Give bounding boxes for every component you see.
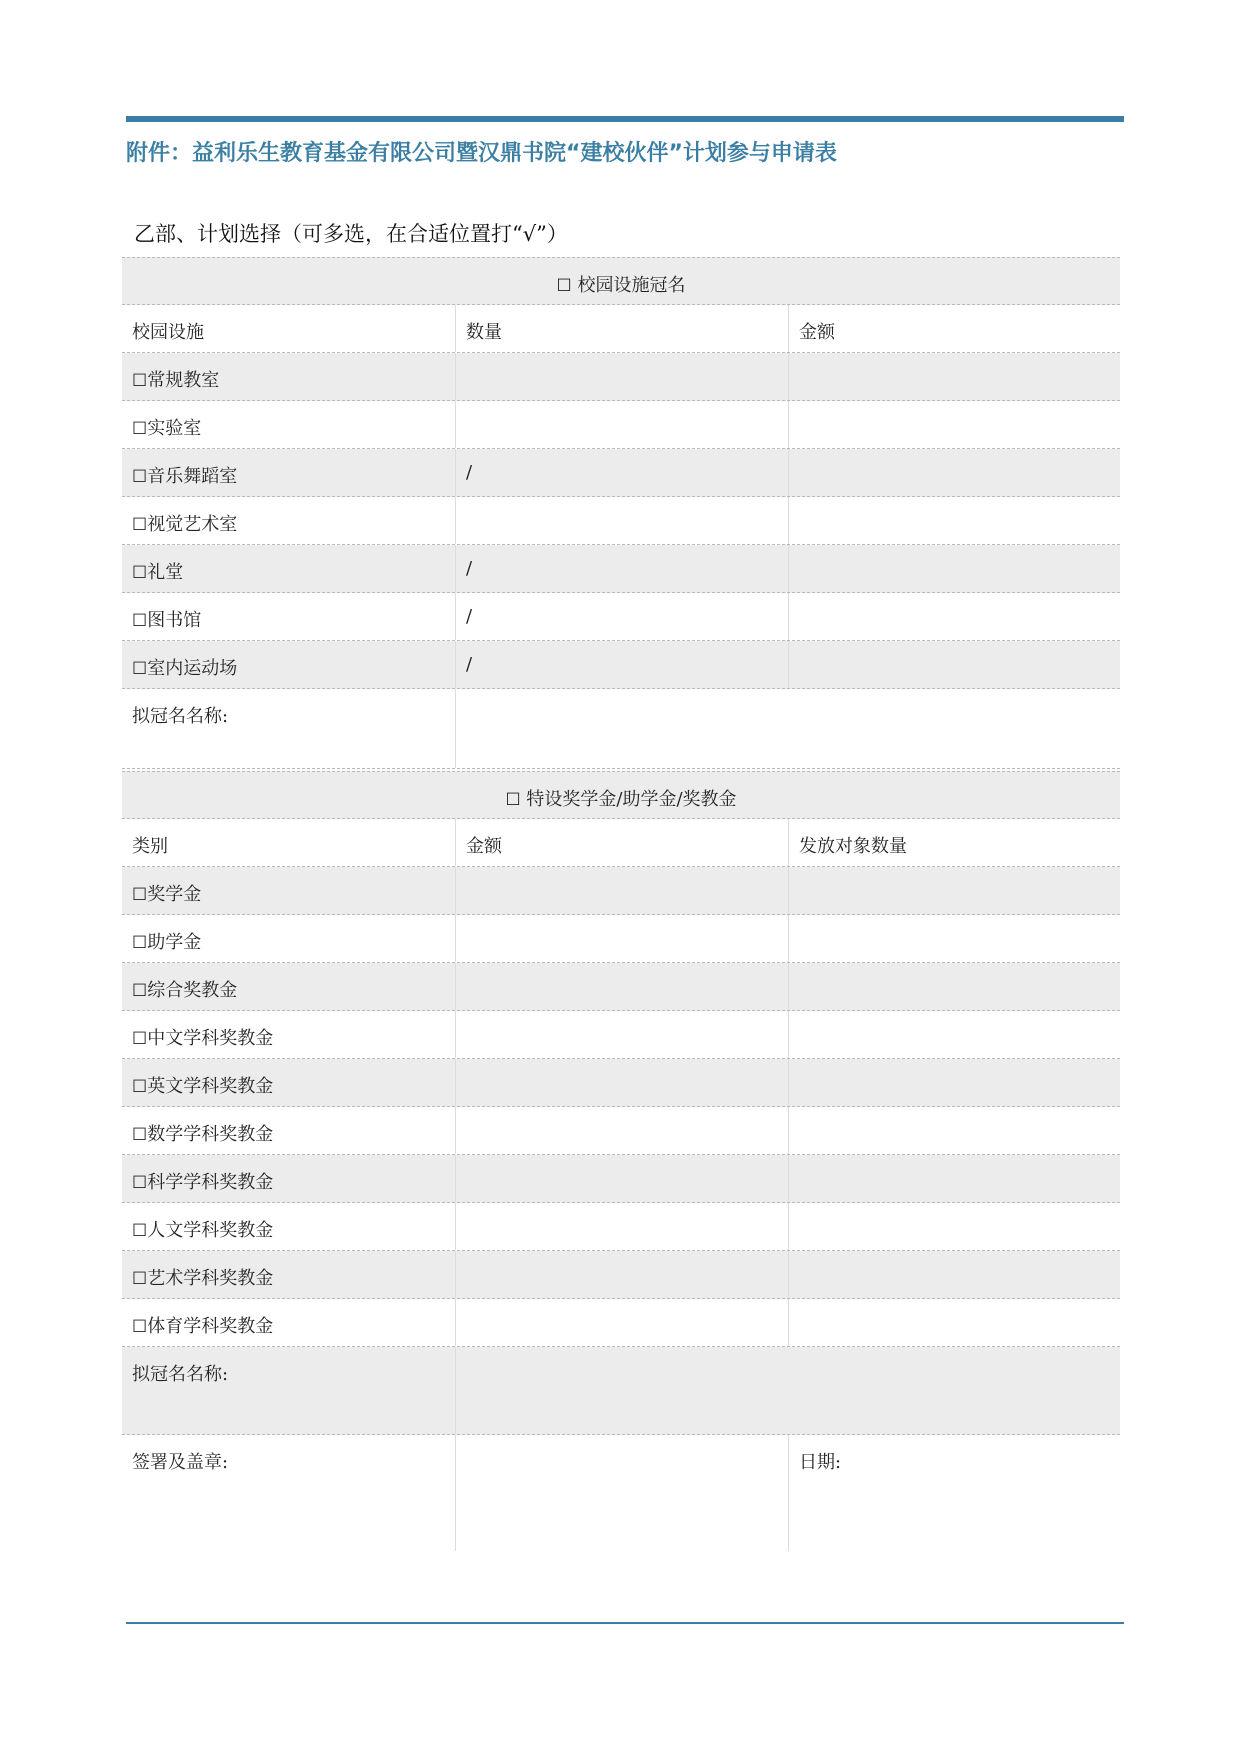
scholarship-option[interactable]: [122, 1155, 455, 1202]
column-header: 发放对象数量: [788, 819, 1120, 866]
scholarship-row: [122, 1251, 1120, 1299]
scholarship-row: [122, 963, 1120, 1011]
checkbox-icon[interactable]: ☐: [132, 659, 148, 679]
checkbox-icon[interactable]: ☐: [132, 1125, 148, 1145]
facilities-columns-row: [122, 305, 1120, 353]
amount-field[interactable]: [788, 449, 1120, 496]
scholarship-option[interactable]: [122, 1107, 455, 1154]
scholarship-label: 人文学科奖教金: [147, 1220, 274, 1241]
amount-field[interactable]: [788, 641, 1120, 688]
naming-field[interactable]: [455, 1347, 1120, 1434]
recipients-field[interactable]: [788, 1203, 1120, 1250]
date-label: 日期:: [788, 1435, 1120, 1551]
checkbox-icon[interactable]: ☐: [132, 467, 148, 487]
facility-row: [122, 353, 1120, 401]
amount-field[interactable]: [788, 545, 1120, 592]
scholarship-label: 体育学科奖教金: [147, 1316, 274, 1337]
amount-field[interactable]: [455, 1059, 788, 1106]
checkbox-icon[interactable]: ☐: [132, 1269, 148, 1289]
scholarship-row: [122, 867, 1120, 915]
scholarship-row: [122, 915, 1120, 963]
facility-label: 音乐舞蹈室: [147, 466, 238, 487]
scholarship-option[interactable]: [122, 867, 455, 914]
column-header: 数量: [455, 305, 788, 352]
signature-label: 签署及盖章:: [132, 1452, 229, 1473]
checkbox-icon[interactable]: ☐: [132, 515, 148, 535]
scholarship-header-row: [122, 771, 1120, 819]
facility-row: [122, 497, 1120, 545]
recipients-field[interactable]: [788, 867, 1120, 914]
facility-row: [122, 641, 1120, 689]
facility-row: [122, 401, 1120, 449]
checkbox-icon[interactable]: ☐: [132, 1317, 148, 1337]
form-title: 附件：益利乐生教育基金有限公司暨汉鼎书院“建校伙伴”计划参与申请表: [126, 141, 837, 166]
recipients-field[interactable]: [788, 1011, 1120, 1058]
scholarship-row: [122, 1059, 1120, 1107]
scholarship-row: [122, 1107, 1120, 1155]
amount-field[interactable]: [455, 1203, 788, 1250]
recipients-field[interactable]: [788, 1107, 1120, 1154]
facility-row: [122, 449, 1120, 497]
facility-option[interactable]: [122, 449, 455, 496]
amount-field[interactable]: [788, 353, 1120, 400]
amount-field[interactable]: [455, 1251, 788, 1298]
column-header: 校园设施: [132, 322, 204, 343]
scholarship-option[interactable]: [122, 915, 455, 962]
scholarship-row: [122, 1299, 1120, 1347]
column-header: 金额: [788, 305, 1120, 352]
quantity-field[interactable]: /: [455, 593, 788, 640]
signature-row: [122, 1435, 1120, 1551]
facility-option[interactable]: [122, 641, 455, 688]
quantity-field[interactable]: [455, 497, 788, 544]
facility-row: [122, 593, 1120, 641]
scholarship-row: [122, 1203, 1120, 1251]
checkbox-icon[interactable]: ☐: [132, 1077, 148, 1097]
facility-label: 室内运动场: [147, 658, 238, 679]
facility-label: 实验室: [147, 418, 202, 439]
scholarship-label: 助学金: [147, 932, 202, 953]
scholarship-label: 奖学金: [147, 884, 202, 905]
scholarship-label: 科学学科奖教金: [147, 1172, 274, 1193]
scholarship-label: 中文学科奖教金: [147, 1028, 274, 1049]
recipients-field[interactable]: [788, 963, 1120, 1010]
amount-field[interactable]: [455, 963, 788, 1010]
amount-field[interactable]: [455, 1011, 788, 1058]
signature-field[interactable]: [455, 1435, 788, 1551]
checkbox-icon[interactable]: ☐: [505, 790, 521, 810]
naming-label: 拟冠名名称:: [132, 706, 229, 727]
checkbox-icon[interactable]: ☐: [132, 371, 148, 391]
amount-field[interactable]: [455, 1155, 788, 1202]
scholarship-columns-row: [122, 819, 1120, 867]
quantity-field[interactable]: /: [455, 641, 788, 688]
scholarship-option[interactable]: [122, 1011, 455, 1058]
facility-option[interactable]: [122, 497, 455, 544]
top-rule: [126, 116, 1124, 122]
scholarship-label: 综合奖教金: [147, 980, 238, 1001]
checkbox-icon[interactable]: ☐: [132, 563, 148, 583]
amount-field[interactable]: [788, 593, 1120, 640]
checkbox-icon[interactable]: ☐: [132, 933, 148, 953]
facility-label: 图书馆: [147, 610, 202, 631]
column-header: 金额: [455, 819, 788, 866]
scholarship-label: 数学学科奖教金: [147, 1124, 274, 1145]
quantity-field[interactable]: /: [455, 545, 788, 592]
checkbox-icon[interactable]: ☐: [132, 419, 148, 439]
facility-option[interactable]: [122, 401, 455, 448]
scholarship-option[interactable]: [122, 963, 455, 1010]
section-heading: 乙部、计划选择（可多选，在合适位置打“√”）: [134, 222, 568, 246]
checkbox-icon[interactable]: ☐: [556, 276, 572, 296]
recipients-field[interactable]: [788, 1299, 1120, 1346]
naming-field[interactable]: [455, 689, 1120, 768]
facility-naming-row: [122, 689, 1120, 769]
facilities-heading-label: 校园设施冠名: [577, 275, 686, 296]
naming-label: 拟冠名名称:: [132, 1364, 229, 1385]
checkbox-icon[interactable]: ☐: [132, 1221, 148, 1241]
recipients-field[interactable]: [788, 1251, 1120, 1298]
column-header: 类别: [132, 836, 168, 857]
facility-option[interactable]: [122, 353, 455, 400]
facility-label: 常规教室: [147, 370, 220, 391]
scholarship-row: [122, 1011, 1120, 1059]
recipients-field[interactable]: [788, 915, 1120, 962]
checkbox-icon[interactable]: ☐: [132, 1173, 148, 1193]
amount-field[interactable]: [788, 497, 1120, 544]
application-form: [122, 257, 1120, 1551]
amount-field[interactable]: [455, 915, 788, 962]
quantity-field[interactable]: [455, 353, 788, 400]
facilities-header-row: [122, 257, 1120, 305]
scholarship-row: [122, 1155, 1120, 1203]
checkbox-icon[interactable]: ☐: [132, 981, 148, 1001]
scholarship-option[interactable]: [122, 1299, 455, 1346]
quantity-field[interactable]: [455, 401, 788, 448]
scholarship-label: 艺术学科奖教金: [147, 1268, 274, 1289]
facility-option[interactable]: [122, 593, 455, 640]
scholarship-option[interactable]: [122, 1203, 455, 1250]
checkbox-icon[interactable]: ☐: [132, 885, 148, 905]
recipients-field[interactable]: [788, 1155, 1120, 1202]
bottom-rule: [126, 1622, 1124, 1624]
checkbox-icon[interactable]: ☐: [132, 611, 148, 631]
facility-label: 视觉艺术室: [147, 514, 238, 535]
amount-field[interactable]: [455, 1299, 788, 1346]
facility-option[interactable]: [122, 545, 455, 592]
facilities-heading[interactable]: [122, 258, 1120, 304]
facility-label: 礼堂: [147, 562, 184, 583]
amount-field[interactable]: [788, 401, 1120, 448]
scholarship-option[interactable]: [122, 1251, 455, 1298]
recipients-field[interactable]: [788, 1059, 1120, 1106]
amount-field[interactable]: [455, 1107, 788, 1154]
scholarship-label: 英文学科奖教金: [147, 1076, 274, 1097]
scholarship-heading-label: 特设奖学金/助学金/奖教金: [526, 789, 737, 810]
scholarship-heading[interactable]: [122, 772, 1120, 818]
scholarship-option[interactable]: [122, 1059, 455, 1106]
facility-row: [122, 545, 1120, 593]
quantity-field[interactable]: /: [455, 449, 788, 496]
checkbox-icon[interactable]: ☐: [132, 1029, 148, 1049]
scholarship-naming-row: [122, 1347, 1120, 1435]
amount-field[interactable]: [455, 867, 788, 914]
